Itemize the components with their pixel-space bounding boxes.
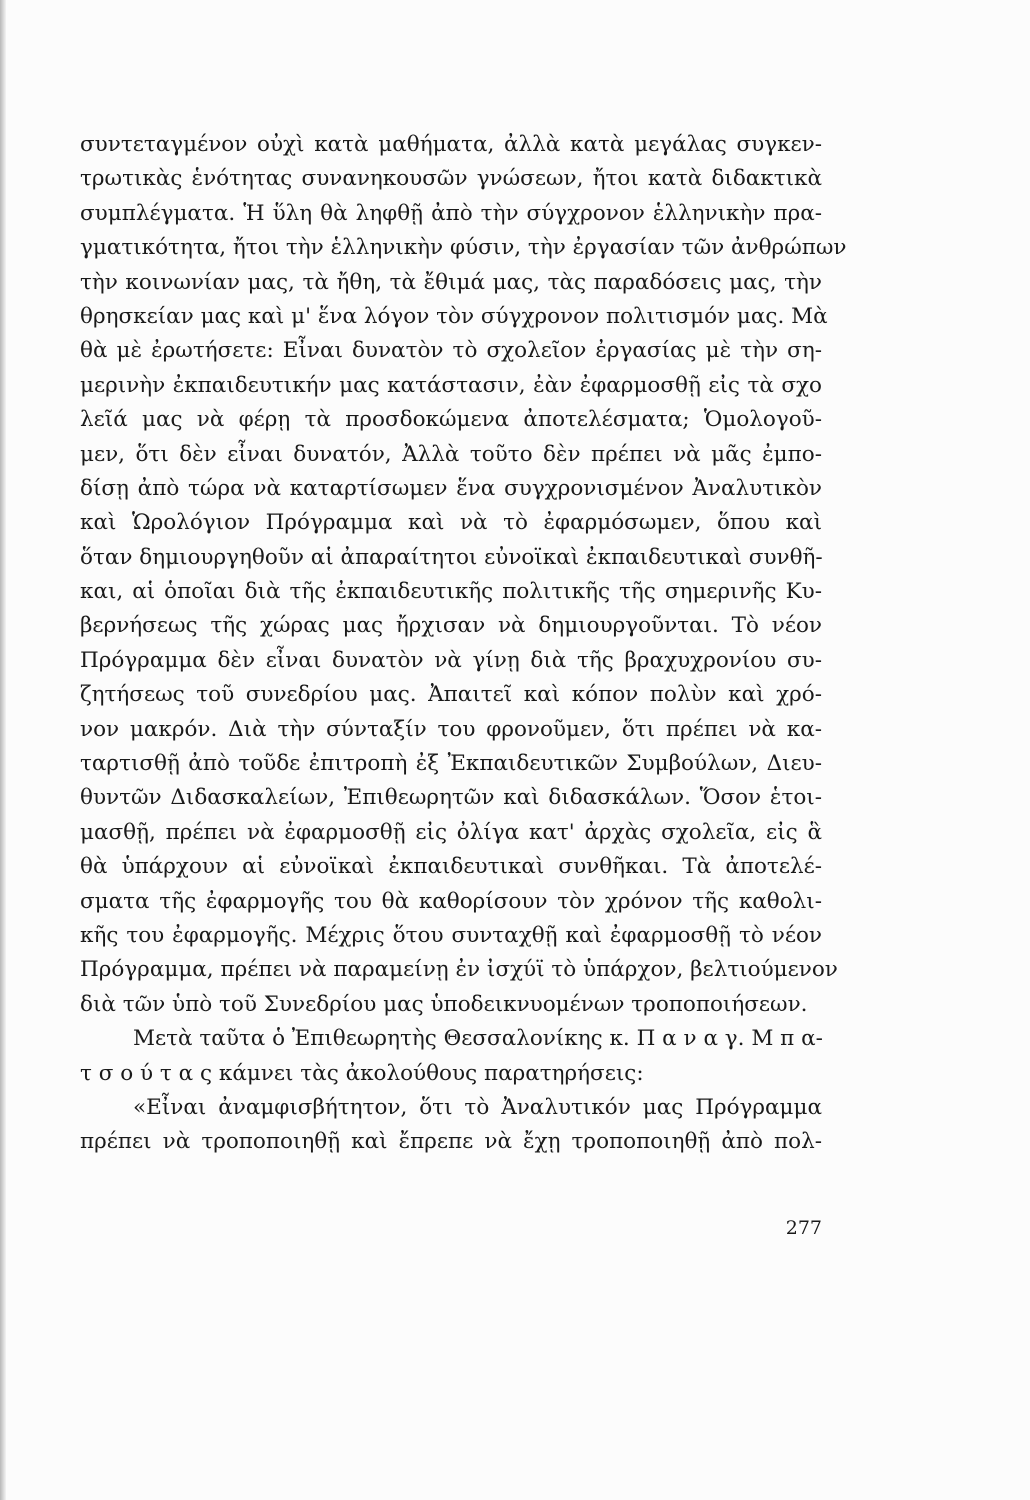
text-line: Πρόγραμμα δὲν εἶναι δυνατὸν νὰ γίνῃ διὰ τῆς βραχυχρονίου συ-: [80, 647, 822, 673]
text-line: θὰ ὑπάρχουν αἱ εὐνοϊκαὶ ἐκπαιδευτικαὶ συνθῆκαι. Τὰ ἀποτελέ-: [80, 854, 822, 880]
text-line: και, αἱ ὁποῖαι διὰ τῆς ἐκπαιδευτικῆς πολιτικῆς τῆς σημερινῆς Κυ-: [80, 579, 822, 605]
text-line: θρησκείαν μας καὶ μ' ἕνα λόγον τὸν σύγχρονον πολιτισμόν μας. Μὰ: [80, 303, 828, 329]
page-binding-edge: [0, 0, 6, 1500]
text-line: δίσῃ ἀπὸ τώρα νὰ καταρτίσωμεν ἕνα συγχρονισμένον Ἀναλυτικὸν: [80, 475, 822, 501]
text-line: καὶ Ὡρολόγιον Πρόγραμμα καὶ νὰ τὸ ἐφαρμόσωμεν, ὅπου καὶ: [80, 510, 822, 536]
text-line: μεν, ὅτι δὲν εἶναι δυνατόν, Ἀλλὰ τοῦτο δὲν πρέπει νὰ μᾶς ἐμπο-: [80, 441, 822, 467]
text-line-paragraph-start: Μετὰ ταῦτα ὁ Ἐπιθεωρητὴς Θεσσαλονίκης κ. Π α ν α γ. Μ π α-: [133, 1026, 823, 1052]
text-line: μερινὴν ἐκπαιδευτικήν μας κατάστασιν, ἐὰν ἐφαρμοσθῇ εἰς τὰ σχο: [80, 372, 822, 398]
text-line: ὅταν δημιουργηθοῦν αἱ ἀπαραίτητοι εὐνοϊκαὶ ἐκπαιδευτικαὶ συνθῆ-: [80, 544, 823, 570]
text-line-paragraph-end: τ σ ο ύ τ α ς κάμνει τὰς ἀκολούθους παρατηρήσεις:: [80, 1060, 644, 1086]
text-line: ζητήσεως τοῦ συνεδρίου μας. Ἀπαιτεῖ καὶ κόπον πολὺν καὶ χρό-: [80, 682, 822, 708]
text-line: θὰ μὲ ἐρωτήσετε: Εἶναι δυνατὸν τὸ σχολεῖον ἐργασίας μὲ τὴν ση-: [80, 338, 822, 364]
text-line: σματα τῆς ἐφαρμογῆς του θὰ καθορίσουν τὸν χρόνον τῆς καθολι-: [80, 888, 822, 914]
body-text: [80, 128, 847, 1160]
text-line: γματικότητα, ἤτοι τὴν ἑλληνικὴν φύσιν, τὴν ἐργασίαν τῶν ἀνθρώπων: [80, 235, 847, 261]
text-line: συμπλέγματα. Ἡ ὕλη θὰ ληφθῇ ἀπὸ τὴν σύγχρονον ἑλληνικὴν πρα-: [80, 200, 822, 226]
text-line-paragraph-end: διὰ τῶν ὑπὸ τοῦ Συνεδρίου μας ὑποδεικνυομένων τροποποιήσεων.: [80, 991, 808, 1017]
text-line: συντεταγμένον οὐχὶ κατὰ μαθήματα, ἀλλὰ κατὰ μεγάλας συγκεν-: [80, 132, 822, 157]
text-line: θυντῶν Διδασκαλείων, Ἐπιθεωρητῶν καὶ διδασκάλων. Ὅσον ἑτοι-: [80, 785, 822, 811]
text-line: νον μακρόν. Διὰ τὴν σύνταξίν του φρονοῦμεν, ὅτι πρέπει νὰ κα-: [80, 716, 822, 742]
text-line: κῆς του ἐφαρμογῆς. Μέχρις ὅτου συνταχθῇ καὶ ἐφαρμοσθῇ τὸ νέον: [80, 922, 822, 948]
page-number: 277: [785, 1217, 822, 1239]
text-line: πρέπει νὰ τροποποιηθῇ καὶ ἔπρεπε νὰ ἔχῃ τροποποιηθῇ ἀπὸ πολ-: [80, 1129, 822, 1155]
text-line-quote-start: «Εἶναι ἀναμφισβήτητον, ὅτι τὸ Ἀναλυτικόν μας Πρόγραμμα: [133, 1094, 822, 1120]
text-line: Πρόγραμμα, πρέπει νὰ παραμείνῃ ἐν ἰσχύϊ τὸ ὑπάρχον, βελτιούμενον: [80, 957, 838, 983]
text-line: ταρτισθῇ ἀπὸ τοῦδε ἐπιτροπὴ ἐξ Ἐκπαιδευτικῶν Συμβούλων, Διευ-: [80, 751, 822, 777]
text-line: βερνήσεως τῆς χώρας μας ἤρχισαν νὰ δημιουργοῦνται. Τὸ νέον: [80, 613, 822, 639]
text-line: λεῖά μας νὰ φέρῃ τὰ προσδοκώμενα ἀποτελέσματα; Ὁμολογοῦ-: [80, 407, 822, 433]
text-line: τὴν κοινωνίαν μας, τὰ ἤθη, τὰ ἔθιμά μας, τὰς παραδόσεις μας, τὴν: [80, 269, 822, 295]
text-line: τρωτικὰς ἑνότητας συνανηκουσῶν γνώσεων, ἤτοι κατὰ διδακτικὰ: [80, 166, 822, 192]
text-line: μασθῇ, πρέπει νὰ ἐφαρμοσθῇ εἰς ὀλίγα κατ' ἀρχὰς σχολεῖα, εἰς ἃ: [80, 819, 822, 845]
